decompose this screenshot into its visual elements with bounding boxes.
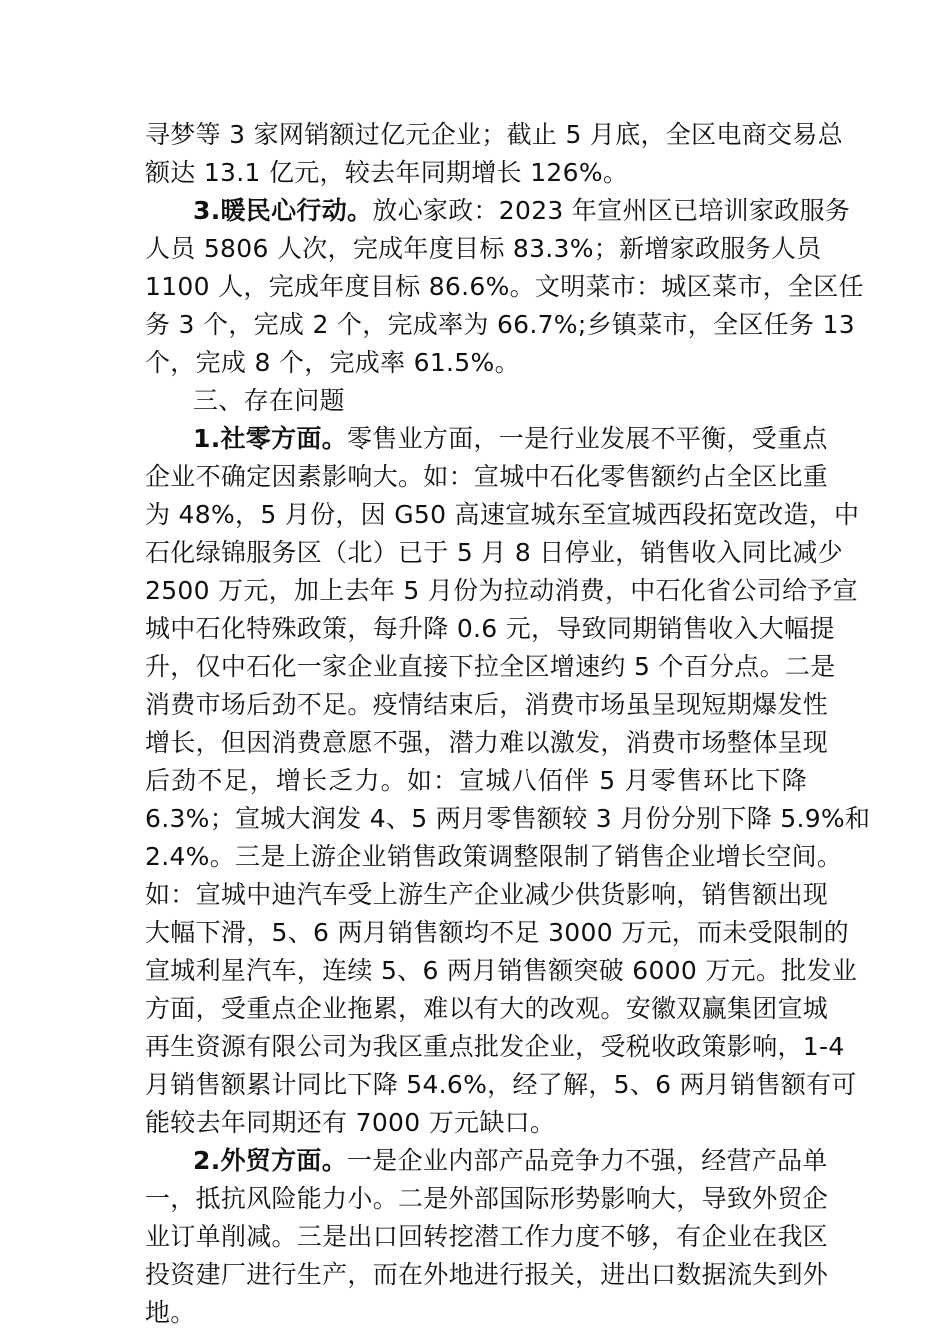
paragraph-foreign-trade	[145, 1142, 829, 1332]
paragraph-heading: 3.暖民心行动。	[193, 196, 373, 225]
text-line: 石化绿锦服务区（北）已于 5 月 8 日停业，销售收入同比减少	[145, 538, 843, 567]
text-line: 后劲不足，增长乏力。如：宣城八佰伴 5 月零售环比下降	[145, 766, 807, 795]
text-line: 2.4%。三是上游企业销售政策调整限制了销售企业增长空间。	[145, 842, 843, 871]
text-line: 1100 人，完成年度目标 86.6%。文明菜市：城区菜市，全区任	[145, 272, 864, 301]
paragraph-ecommerce	[145, 116, 843, 192]
text-line	[145, 420, 828, 458]
text-run: 一是企业内部产品竞争力不强，经营产品单	[347, 1146, 828, 1175]
text-line: 宣城利星汽车，连续 5、6 两月销售额突破 6000 万元。批发业	[145, 956, 858, 985]
paragraph-heading: 1.社零方面。	[193, 424, 347, 453]
paragraph-retail	[145, 420, 871, 1142]
text-line: 一，抵抗风险能力小。二是外部国际形势影响大，导致外贸企	[145, 1184, 829, 1213]
text-line: 地。	[145, 1298, 196, 1327]
text-run: 零售业方面，一是行业发展不平衡，受重点	[347, 424, 828, 453]
text-line: 寻梦等 3 家网销额过亿元企业；截止 5 月底，全区电商交易总	[145, 120, 843, 149]
text-line: 如：宣城中迪汽车受上游生产企业减少供货影响，销售额出现	[145, 880, 829, 909]
text-line: 能较去年同期还有 7000 万元缺口。	[145, 1108, 556, 1137]
text-run: 放心家政：2023 年宣州区已培训家政服务	[372, 196, 851, 225]
section-heading: 三、存在问题	[193, 386, 345, 415]
text-line: 2500 万元，加上去年 5 月份为拉动消费，中石化省公司给予宣	[145, 576, 858, 605]
text-line: 消费市场后劲不足。疫情结束后，消费市场虽呈现短期爆发性	[145, 690, 829, 719]
text-line: 为 48%，5 月份，因 G50 高速宣城东至宣城西段拓宽改造，中	[145, 500, 860, 529]
text-line: 方面，受重点企业拖累，难以有大的改观。安徽双赢集团宣城	[145, 994, 829, 1023]
text-line: 大幅下滑，5、6 两月销售额均不足 3000 万元，而未受限制的	[145, 918, 849, 947]
text-line: 6.3%；宣城大润发 4、5 两月零售额较 3 月份分别下降 5.9%和	[145, 804, 871, 833]
text-line: 个，完成 8 个，完成率 61.5%。	[145, 348, 520, 377]
text-line	[145, 1142, 828, 1180]
document-page	[145, 116, 871, 1332]
text-line: 月销售额累计同比下降 54.6%，经了解，5、6 两月销售额有可	[145, 1070, 857, 1099]
text-line	[145, 192, 851, 230]
text-line: 增长，但因消费意愿不强，潜力难以激发，消费市场整体呈现	[145, 728, 829, 757]
text-line: 企业不确定因素影响大。如：宣城中石化零售额约占全区比重	[145, 462, 829, 491]
text-line: 再生资源有限公司为我区重点批发企业，受税收政策影响，1-4	[145, 1032, 845, 1061]
text-line: 额达 13.1 亿元，较去年同期增长 126%。	[145, 158, 629, 187]
text-line: 升，仅中石化一家企业直接下拉全区增速约 5 个百分点。二是	[145, 652, 836, 681]
text-line: 业订单削减。三是出口回转挖潜工作力度不够，有企业在我区	[145, 1222, 829, 1251]
text-line: 投资建厂进行生产，而在外地进行报关，进出口数据流失到外	[145, 1260, 829, 1289]
text-line: 人员 5806 人次，完成年度目标 83.3%；新增家政服务人员	[145, 234, 822, 263]
text-line: 城中石化特殊政策，每升降 0.6 元，导致同期销售收入大幅提	[145, 614, 835, 643]
paragraph-heading: 2.外贸方面。	[193, 1146, 347, 1175]
paragraph-livelihood	[145, 192, 864, 382]
section-title	[145, 382, 807, 420]
text-line: 务 3 个，完成 2 个，完成率为 66.7%;乡镇菜市，全区任务 13	[145, 310, 855, 339]
